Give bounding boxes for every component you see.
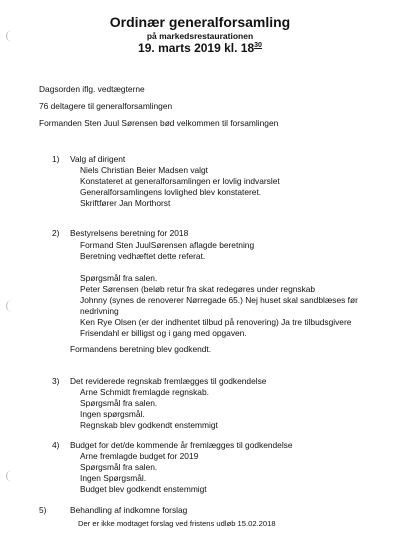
item-line: Konstateret at generalforsamlingen er lovlig indvarslet (80, 176, 280, 186)
item-line: Arne Schmidt fremlagde regnskab. (80, 387, 209, 397)
item-heading: Det reviderede regnskab fremlægges til godkendelse (70, 376, 267, 386)
item-heading: Behandling af indkomne forslag (70, 505, 188, 515)
document-subtitle: på markedsrestaurationen (146, 31, 254, 41)
item-line: Beretning vedhæftet dette referat. (80, 251, 206, 261)
item-line: Ingen spørgsmål. (80, 409, 145, 419)
item-number: 2) (52, 228, 60, 238)
item-number: 5) (39, 505, 47, 515)
item-line: Skriftfører Jan Morthorst (80, 198, 171, 208)
item-heading: Budget for det/de kommende år fremlægges til godkendelse (70, 440, 293, 450)
item-line: Formand Sten JuulSørensen aflagde beretning (80, 240, 255, 250)
item-number: 3) (52, 376, 60, 386)
item-line: Spørgsmål fra salen. (80, 462, 158, 472)
item-line: Johnny (synes de renoverer Nørregade 65.) Nej huset skal sandblæses før (80, 295, 358, 305)
item-line: Spørgsmål fra salen. (80, 398, 158, 408)
item-line: Ingen Spørgsmål. (80, 473, 147, 483)
item-line: Frisendahl er billigst og i gang med opgaven. (80, 328, 247, 338)
item-line: Generalforsamlingens lovlighed blev konstateret. (80, 187, 262, 197)
item-closing: Formandens beretning blev godkendt. (70, 344, 212, 354)
item-heading: Bestyrelsens beretning for 2018 (70, 228, 189, 238)
item-line: Ken Rye Olsen (er der indhentet tilbud på renovering) Ja tre tilbudsgivere (80, 317, 352, 327)
item-line: Regnskab blev godkendt enstemmigt (80, 420, 218, 430)
item-line: Spørgsmål fra salen. (80, 273, 158, 283)
item-line: Der er ikke modtaget forslag ved fristens udløb 15.02.2018 (78, 519, 276, 528)
intro-welcome: Formanden Sten Juul Sørensen bød velkommen til forsamlingen (39, 118, 279, 128)
item-number: 4) (52, 440, 60, 450)
punch-hole-mark (6, 470, 14, 482)
document-title: Ordinær generalforsamling (109, 14, 291, 30)
item-line: nedrivning (80, 306, 119, 316)
document-date (0, 41, 400, 55)
item-line: Niels Christian Beier Madsen valgt (80, 165, 209, 175)
item-heading: Valg af dirigent (70, 154, 126, 164)
item-line: Budget blev godkendt enstemmigt (80, 484, 207, 494)
intro-agenda: Dagsorden iflg. vedtægterne (39, 84, 145, 94)
item-number: 1) (52, 154, 60, 164)
intro-attendees: 76 deltagere til generalforsamlingen (39, 101, 173, 111)
item-line: Arne fremlagde budget for 2019 (80, 451, 199, 461)
date-minutes: 30 (254, 42, 262, 49)
punch-hole-mark (6, 300, 14, 312)
date-main: 19. marts 2019 kl. 18 (138, 41, 255, 55)
item-line: Peter Sørensen (beløb retur fra skat redegøres under regnskab (80, 284, 316, 294)
